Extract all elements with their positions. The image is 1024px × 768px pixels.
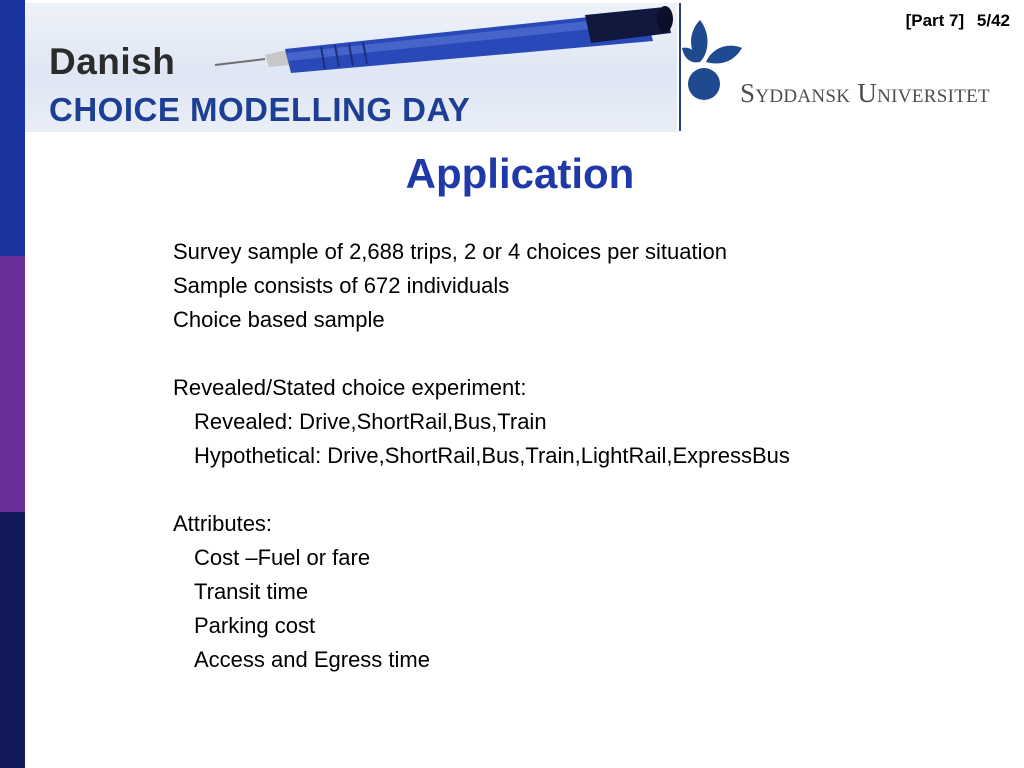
sidebar-purple-segment — [0, 256, 25, 512]
content-subline: Revealed: Drive,ShortRail,Bus,Train — [194, 409, 547, 434]
content-line: Choice based sample — [173, 307, 385, 332]
sidebar-blue-segment — [0, 0, 25, 256]
university-name: Syddansk Universitet — [740, 78, 990, 108]
content-line: Survey sample of 2,688 trips, 2 or 4 choices per situation — [173, 239, 727, 264]
content-spacer — [173, 337, 973, 371]
page-counter: 5/42 — [976, 11, 1010, 30]
content-subline: Hypothetical: Drive,ShortRail,Bus,Train,LightRail,ExpressBus — [194, 443, 790, 468]
slide-counter — [898, 11, 1010, 31]
content-line: Sample consists of 672 individuals — [173, 273, 510, 298]
slide-title: Application — [405, 150, 635, 197]
content-subline: Transit time — [194, 579, 309, 604]
content-subline: Access and Egress time — [194, 647, 430, 672]
university-logo-icon — [680, 18, 744, 104]
sidebar-navy-segment — [0, 512, 25, 768]
banner-line-choice-modelling-day: CHOICE MODELLING DAY — [49, 91, 471, 128]
banner-line-danish: Danish — [49, 41, 176, 82]
content-subline: Cost –Fuel or fare — [194, 545, 371, 570]
content-spacer — [173, 473, 973, 507]
content-line: Revealed/Stated choice experiment: — [173, 375, 527, 400]
conference-banner — [25, 3, 677, 132]
side-bar — [0, 0, 25, 768]
slide-content — [173, 235, 973, 677]
content-line: Attributes: — [173, 511, 273, 536]
part-label: [Part 7] — [905, 11, 965, 30]
content-subline: Parking cost — [194, 613, 316, 638]
